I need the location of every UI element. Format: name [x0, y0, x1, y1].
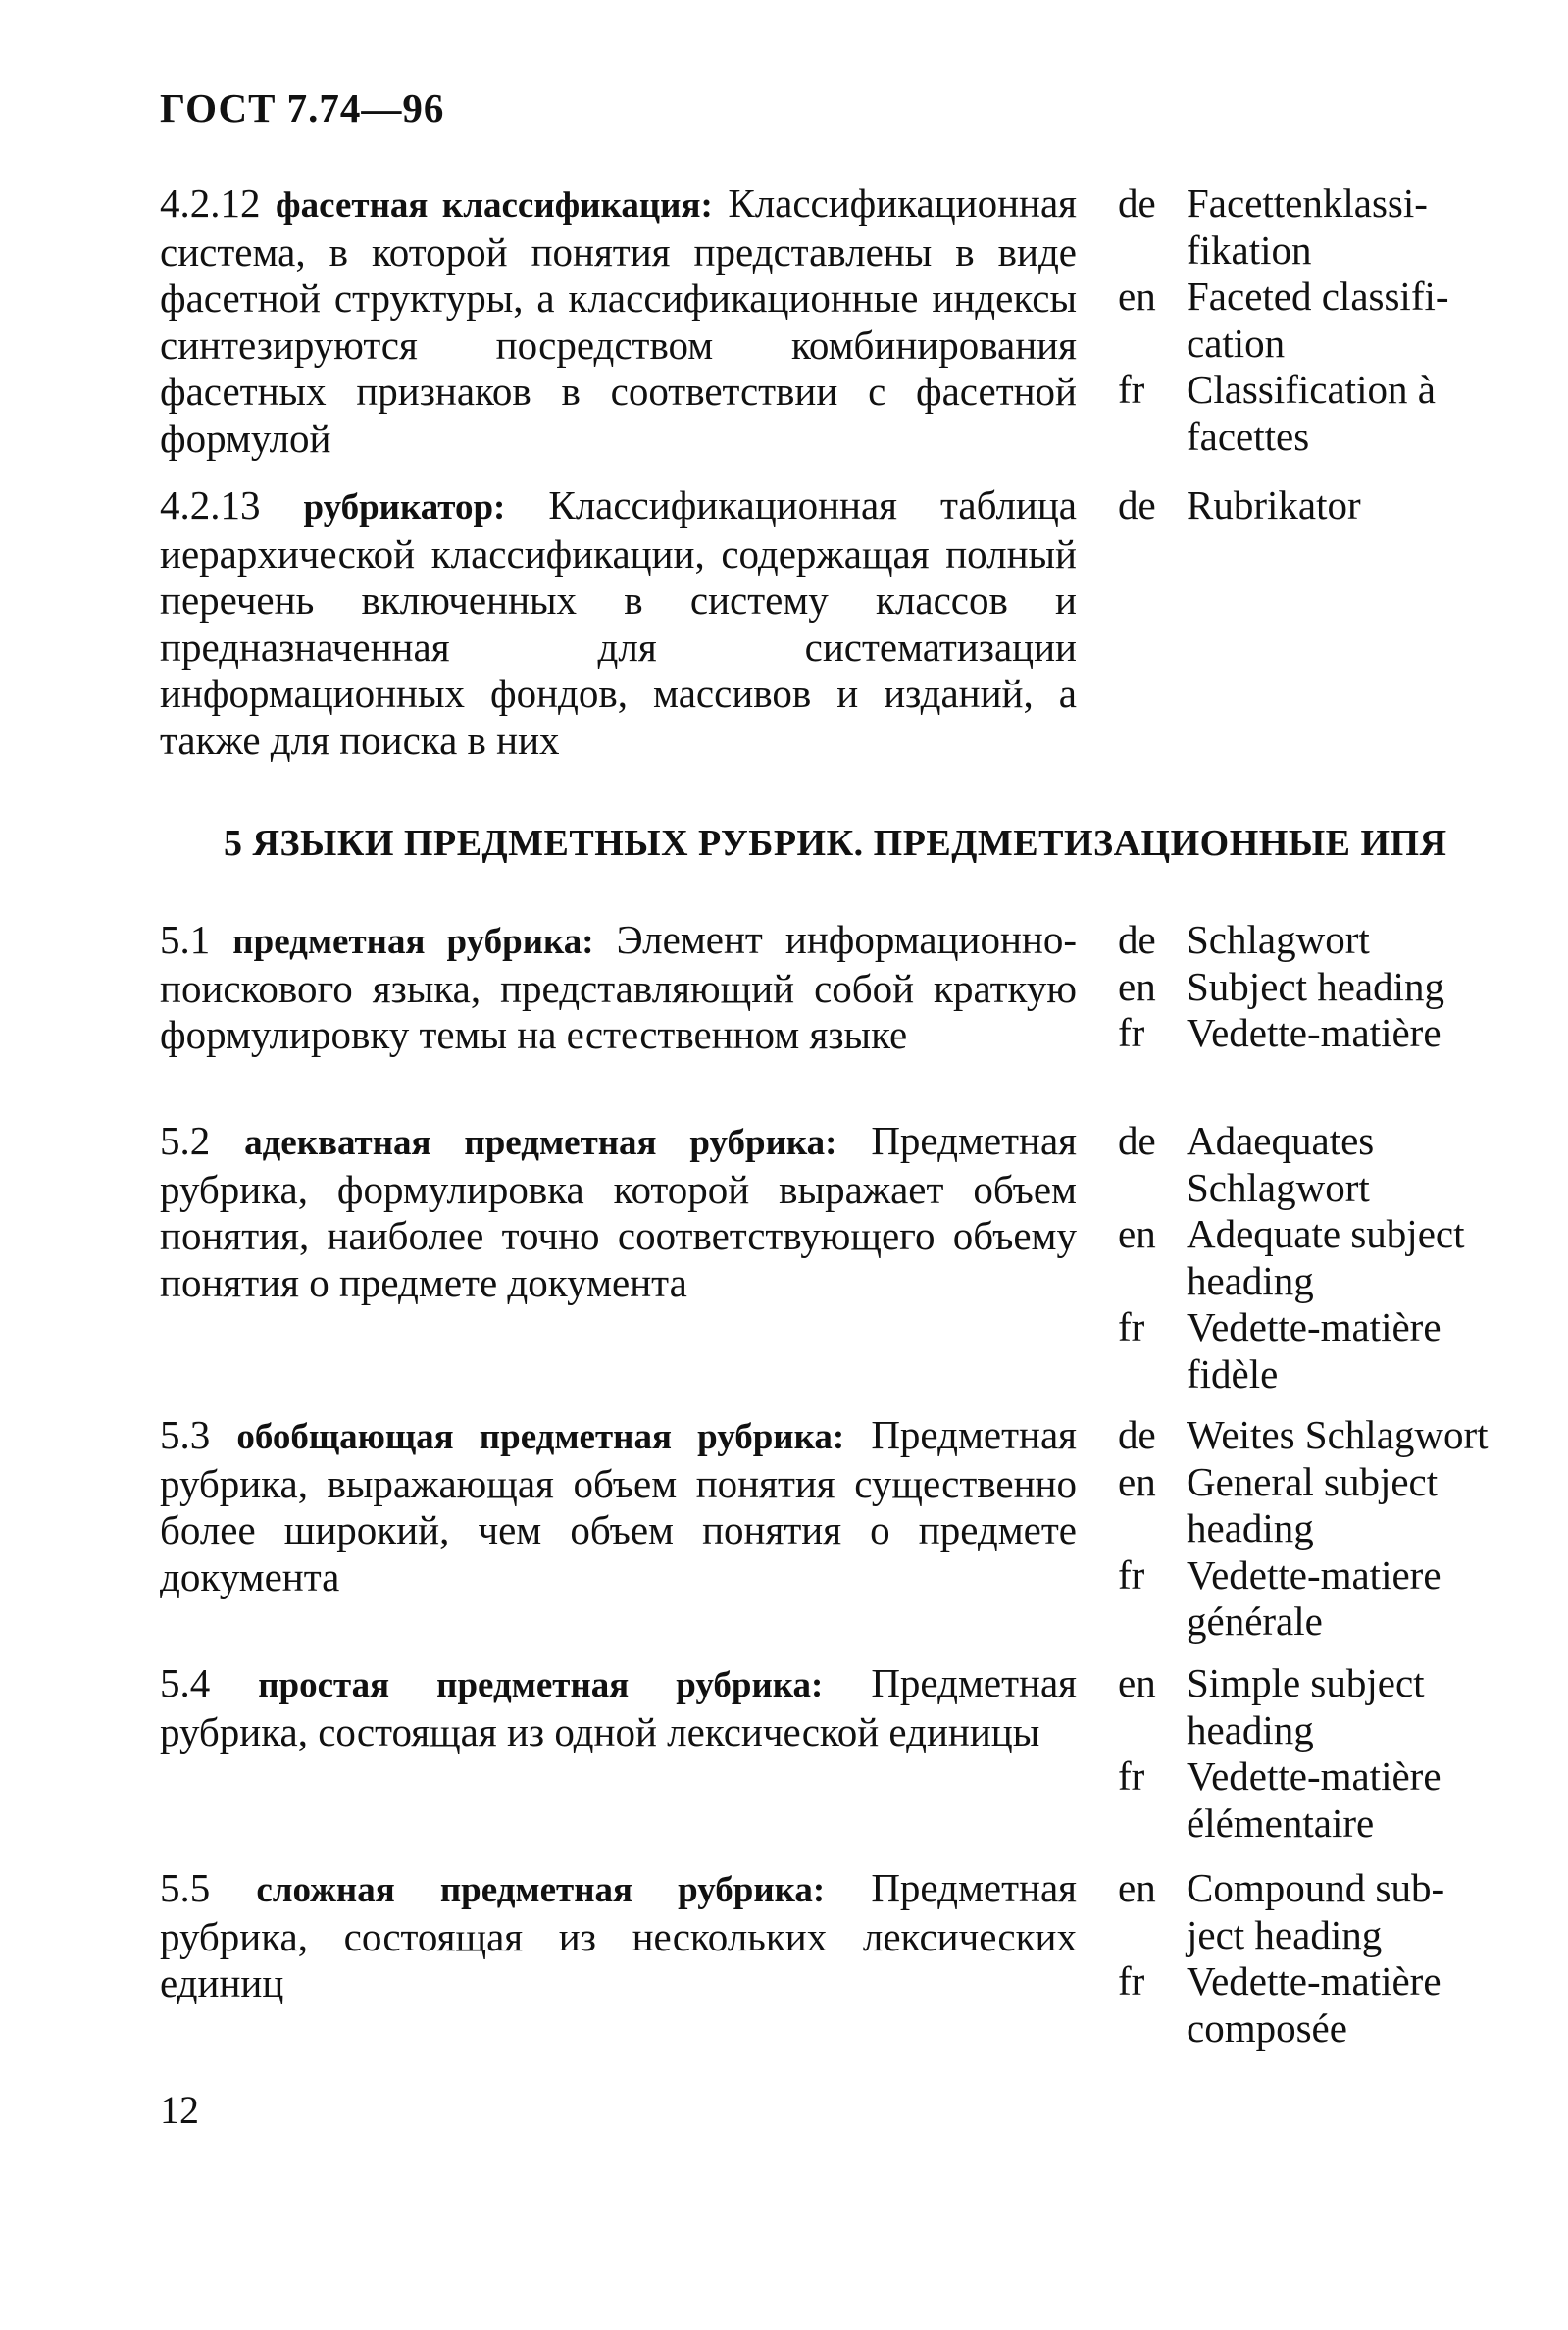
- lang-term: Faceted classifi- cation: [1187, 274, 1449, 366]
- translations: [1118, 1118, 1549, 1397]
- translation-row: [1118, 1412, 1549, 1459]
- entry-term: адекватная предметная рубрика:: [244, 1123, 837, 1163]
- entry-number: 4.2.13: [160, 482, 261, 528]
- lang-code: en: [1118, 1865, 1156, 1910]
- lang-code: fr: [1118, 1304, 1145, 1349]
- lang-code: de: [1118, 917, 1156, 962]
- entry-number: 4.2.12: [160, 180, 261, 226]
- page-header: ГОСТ 7.74—96: [160, 85, 445, 130]
- lang-term: Compound sub- ject heading: [1187, 1865, 1445, 1957]
- lang-term: Classification à facettes: [1187, 367, 1436, 459]
- lang-code: en: [1118, 1660, 1156, 1705]
- translation-row: [1118, 1660, 1549, 1753]
- translations: [1118, 1660, 1549, 1847]
- entry-definition: [160, 1118, 1077, 1306]
- translations: [1118, 482, 1549, 530]
- entry-definition: [160, 1660, 1077, 1755]
- lang-code: fr: [1118, 367, 1145, 412]
- lang-term: Vedette-matière composée: [1187, 1958, 1442, 2051]
- entry-definition: [160, 482, 1077, 764]
- lang-term: Vedette-matiere générale: [1187, 1551, 1442, 1644]
- entry-number: 5.1: [160, 917, 211, 962]
- entry-definition: [160, 180, 1077, 462]
- lang-code: fr: [1118, 1753, 1145, 1798]
- entry-definition-text: Предметная рубрика, состоящая из нескольких лексических единиц: [160, 1865, 1077, 2005]
- translation-row: [1118, 1118, 1549, 1211]
- lang-code: fr: [1118, 1551, 1145, 1597]
- entry-number: 5.4: [160, 1660, 211, 1705]
- translation-row: [1118, 917, 1549, 964]
- translations: [1118, 1412, 1549, 1646]
- entry-term: фасетная классификация:: [276, 185, 713, 226]
- lang-term: General subject heading: [1187, 1458, 1439, 1550]
- lang-term: Rubrikator: [1187, 482, 1361, 528]
- translations: [1118, 180, 1549, 460]
- section-title: 5 ЯЗЫКИ ПРЕДМЕТНЫХ РУБРИК. ПРЕДМЕТИЗАЦИОННЫЕ ИПЯ: [224, 823, 1447, 864]
- lang-term: Weites Schlagwort: [1187, 1412, 1489, 1457]
- entry-term: предметная рубрика:: [232, 922, 594, 962]
- lang-term: Schlagwort: [1187, 917, 1370, 962]
- lang-term: Adequate subject heading: [1187, 1211, 1465, 1303]
- entry-term: обобщающая предметная рубрика:: [236, 1417, 845, 1457]
- translation-row: [1118, 1459, 1549, 1552]
- lang-term: Vedette-matière fidèle: [1187, 1304, 1442, 1396]
- translation-row: [1118, 964, 1549, 1011]
- entry-term: простая предметная рубрика:: [258, 1665, 824, 1705]
- translations: [1118, 917, 1549, 1057]
- translation-row: [1118, 274, 1549, 367]
- entry-definition-text: Предметная рубрика, формулировка которой выражает объем понятия, наиболее точно соответствующего объему понятия о предмете документа: [160, 1118, 1077, 1305]
- translation-row: [1118, 367, 1549, 460]
- entry-number: 5.5: [160, 1865, 211, 1910]
- entry-term: сложная предметная рубрика:: [256, 1870, 826, 1910]
- entry-definition-text: Классификационная таблица иерархической классификации, содержащая полный перечень включенных в систему классов и предназначенная для систематизации информационных фондов, массивов и изданий, а также для поиска в них: [160, 482, 1078, 763]
- lang-term: Facettenklassi- fikation: [1187, 180, 1428, 273]
- entry-definition: [160, 1865, 1077, 2007]
- translations: [1118, 1865, 1549, 2051]
- lang-code: en: [1118, 1458, 1156, 1504]
- translation-row: [1118, 482, 1549, 530]
- lang-code: de: [1118, 180, 1156, 226]
- entry-definition-text: Классификационная система, в которой понятия представлены в виде фасетной структуры, а классификационные индексы синтезируются посредством комбинирования фасетных признаков в соответствии с фасетной формулой: [160, 180, 1078, 461]
- lang-term: Vedette-matière élémentaire: [1187, 1753, 1442, 1846]
- translation-row: [1118, 1304, 1549, 1397]
- lang-code: de: [1118, 1412, 1156, 1457]
- lang-code: de: [1118, 482, 1156, 528]
- translation-row: [1118, 1865, 1549, 1958]
- page-number: 12: [160, 2088, 199, 2132]
- lang-term: Simple subject heading: [1187, 1660, 1425, 1752]
- translation-row: [1118, 1211, 1549, 1304]
- translation-row: [1118, 1753, 1549, 1847]
- translation-row: [1118, 180, 1549, 274]
- translation-row: [1118, 1010, 1549, 1057]
- lang-code: de: [1118, 1118, 1156, 1163]
- entry-definition: [160, 1412, 1077, 1600]
- translation-row: [1118, 1958, 1549, 2051]
- lang-code: en: [1118, 274, 1156, 319]
- entry-number: 5.2: [160, 1118, 211, 1163]
- entry-definition-text: Предметная рубрика, выражающая объем понятия существенно более широкий, чем объем понятия о предмете документа: [160, 1412, 1078, 1599]
- lang-code: en: [1118, 963, 1156, 1009]
- lang-code: fr: [1118, 1958, 1145, 2003]
- lang-code: en: [1118, 1211, 1156, 1256]
- entry-number: 5.3: [160, 1412, 211, 1457]
- lang-term: Adaequates Schlagwort: [1187, 1118, 1375, 1210]
- lang-term: Vedette-matière: [1187, 1010, 1442, 1055]
- lang-term: Subject heading: [1187, 963, 1445, 1009]
- lang-code: fr: [1118, 1010, 1145, 1055]
- entry-definition: [160, 917, 1077, 1059]
- entry-definition-text: Предметная рубрика, состоящая из одной лексической единицы: [160, 1660, 1078, 1754]
- entry-definition-text: Элемент информационно-поискового языка, представляющий собой краткую формулировку темы на естественном языке: [160, 917, 1077, 1057]
- translation-row: [1118, 1552, 1549, 1646]
- entry-term: рубрикатор:: [303, 487, 506, 528]
